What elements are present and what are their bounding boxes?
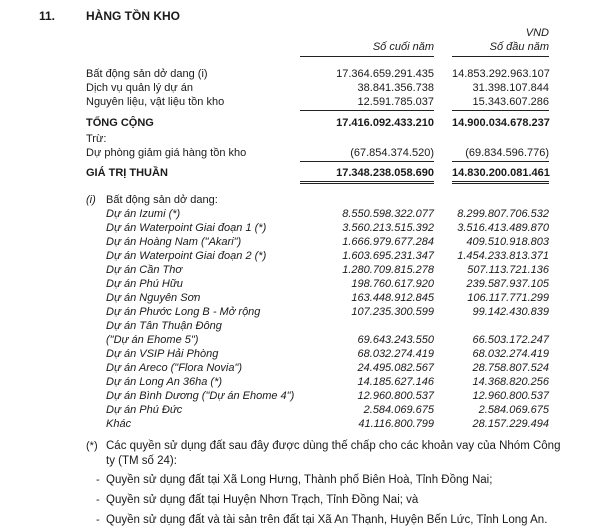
column-header-rule-closing [300, 56, 434, 57]
detail-row-opening: 99.142.430.839 [472, 306, 549, 318]
detail-row-opening: 1.454.233.813.371 [457, 250, 549, 262]
detail-row-closing: 3.560.213.515.392 [342, 222, 434, 234]
net-double-rule-closing-b [300, 183, 434, 184]
detail-row-opening: 3.516.413.489.870 [457, 222, 549, 234]
detail-row-opening: 66.503.172.247 [472, 334, 549, 346]
detail-row-closing: 107.235.300.599 [351, 306, 434, 318]
detail-row-closing: 163.448.912.845 [351, 292, 434, 304]
detail-row-opening: 8.299.807.706.532 [457, 208, 549, 220]
summary-row-label: Dịch vụ quản lý dự án [86, 82, 194, 94]
detail-row-opening: 507.113.721.136 [467, 264, 549, 276]
currency-label: VND [525, 27, 549, 39]
summary-row-opening: 31.398.107.844 [472, 82, 549, 94]
net-closing: 17.348.238.058.690 [336, 167, 434, 179]
provision-label: Dự phòng giảm giá hàng tồn kho [86, 147, 247, 159]
detail-row-label: Dự án Phú Hữu [106, 278, 183, 290]
detail-heading: Bất động sản dở dang: [106, 194, 218, 206]
detail-row-closing: 2.584.069.675 [363, 404, 434, 416]
net-double-rule-opening-b [452, 183, 549, 184]
total-closing: 17.416.092.433.210 [336, 117, 434, 129]
detail-row-closing: 1.666.979.677.284 [342, 236, 434, 248]
detail-row-opening: 14.368.820.256 [472, 376, 549, 388]
detail-row-label: Dự án Tân Thuận Đông [106, 320, 222, 332]
detail-row-label: Dự án Bình Dương ("Dự án Ehome 4") [106, 390, 295, 402]
summary-row-label: Bất động sản dở dang (i) [86, 68, 208, 80]
net-rule-opening [452, 161, 549, 162]
total-label: TỔNG CỘNG [86, 117, 154, 129]
detail-row-closing: 68.032.274.419 [357, 348, 434, 360]
detail-row-opening: 239.587.937.105 [466, 278, 549, 290]
detail-row-closing: 198.760.617.920 [351, 278, 434, 290]
footnote-marker: (*) [86, 440, 98, 452]
summary-row-closing: 12.591.785.037 [357, 96, 434, 108]
detail-row-label: Dự án Phú Đức [106, 404, 183, 416]
detail-row-closing: 1.603.695.231.347 [342, 250, 434, 262]
detail-row-label: Dự án VSIP Hải Phòng [106, 348, 219, 360]
total-opening: 14.900.034.678.237 [452, 117, 550, 129]
summary-row-opening: 15.343.607.286 [472, 96, 549, 108]
net-double-rule-opening-a [452, 181, 549, 182]
provision-closing: (67.854.374.520) [350, 147, 434, 159]
summary-row-closing: 38.841.356.738 [357, 82, 434, 94]
detail-row-label: Dự án Cần Thơ [106, 264, 182, 276]
subtotal-rule-opening [452, 110, 549, 111]
detail-row-closing: 14.185.627.146 [357, 376, 434, 388]
detail-row-opening: 409.510.918.803 [466, 236, 549, 248]
bullet-dash: - [96, 514, 100, 526]
net-rule-closing [300, 161, 434, 162]
detail-row-label: Dự án Waterpoint Giai đoạn 1 (*) [106, 222, 267, 234]
footnote-bullet: Quyền sử dụng đất tại Xã Long Hưng, Thành phố Biên Hoà, Tỉnh Đồng Nai; [106, 474, 493, 486]
detail-row-label: Dự án Waterpoint Giai đoạn 2 (*) [106, 250, 267, 262]
detail-row-closing: 24.495.082.567 [357, 362, 434, 374]
detail-row-label: Dự án Nguyên Sơn [106, 292, 201, 304]
column-header-closing: Số cuối năm [372, 41, 434, 53]
provision-opening: (69.834.596.776) [465, 147, 549, 159]
subtotal-rule-closing [300, 110, 434, 111]
summary-row-closing: 17.364.659.291.435 [336, 68, 434, 80]
detail-row-closing: 8.550.598.322.077 [342, 208, 434, 220]
detail-row-closing: 12.960.800.537 [357, 390, 434, 402]
column-header-rule-opening [452, 56, 549, 57]
summary-row-opening: 14.853.292.963.107 [452, 68, 550, 80]
section-number: 11. [39, 9, 56, 23]
detail-row-label: Dự án Phước Long B - Mở rộng [106, 306, 261, 318]
detail-row-opening: 12.960.800.537 [472, 390, 549, 402]
net-label: GIÁ TRỊ THUẦN [86, 167, 168, 179]
detail-row-opening: 2.584.069.675 [478, 404, 549, 416]
detail-row-opening: 28.157.229.494 [472, 418, 549, 430]
section-title: HÀNG TỒN KHO [86, 9, 180, 23]
bullet-dash: - [96, 474, 100, 486]
detail-row-closing: 41.116.800.799 [358, 418, 434, 430]
detail-row-label: Dự án Long An 36ha (*) [106, 376, 223, 388]
less-label: Trừ: [86, 133, 107, 145]
detail-row-closing: 1.280.709.815.278 [342, 264, 434, 276]
detail-row-label: ("Dự án Ehome 5") [106, 334, 199, 346]
net-double-rule-closing-a [300, 181, 434, 182]
detail-marker: (i) [86, 194, 96, 206]
detail-row-opening: 28.758.807.524 [472, 362, 549, 374]
detail-row-label: Dự án Izumi (*) [106, 208, 181, 220]
detail-row-closing: 69.643.243.550 [357, 334, 434, 346]
bullet-dash: - [96, 494, 100, 506]
footnote-line-1: Các quyền sử dụng đất sau đây được dùng thế chấp cho các khoản vay của Nhóm Công [106, 440, 561, 452]
summary-row-label: Nguyên liệu, vật liệu tồn kho [86, 96, 225, 108]
detail-row-opening: 68.032.274.419 [472, 348, 549, 360]
detail-row-label: Dự án Areco ("Flora Novia") [106, 362, 243, 374]
column-header-opening: Số đầu năm [489, 41, 549, 53]
footnote-line-2: ty (TM số 24): [106, 455, 177, 467]
net-opening: 14.830.200.081.461 [452, 167, 550, 179]
detail-row-opening: 106.117.771.299 [467, 292, 549, 304]
detail-row-label: Khác [106, 418, 132, 430]
footnote-bullet: Quyền sử dụng đất và tài sản trên đất tại Xã An Thạnh, Huyện Bến Lức, Tỉnh Long An. [106, 514, 548, 526]
detail-row-label: Dự án Hoàng Nam ("Akari") [106, 236, 242, 248]
footnote-bullet: Quyền sử dụng đất tại Huyện Nhơn Trạch, Tỉnh Đồng Nai; và [106, 494, 419, 506]
